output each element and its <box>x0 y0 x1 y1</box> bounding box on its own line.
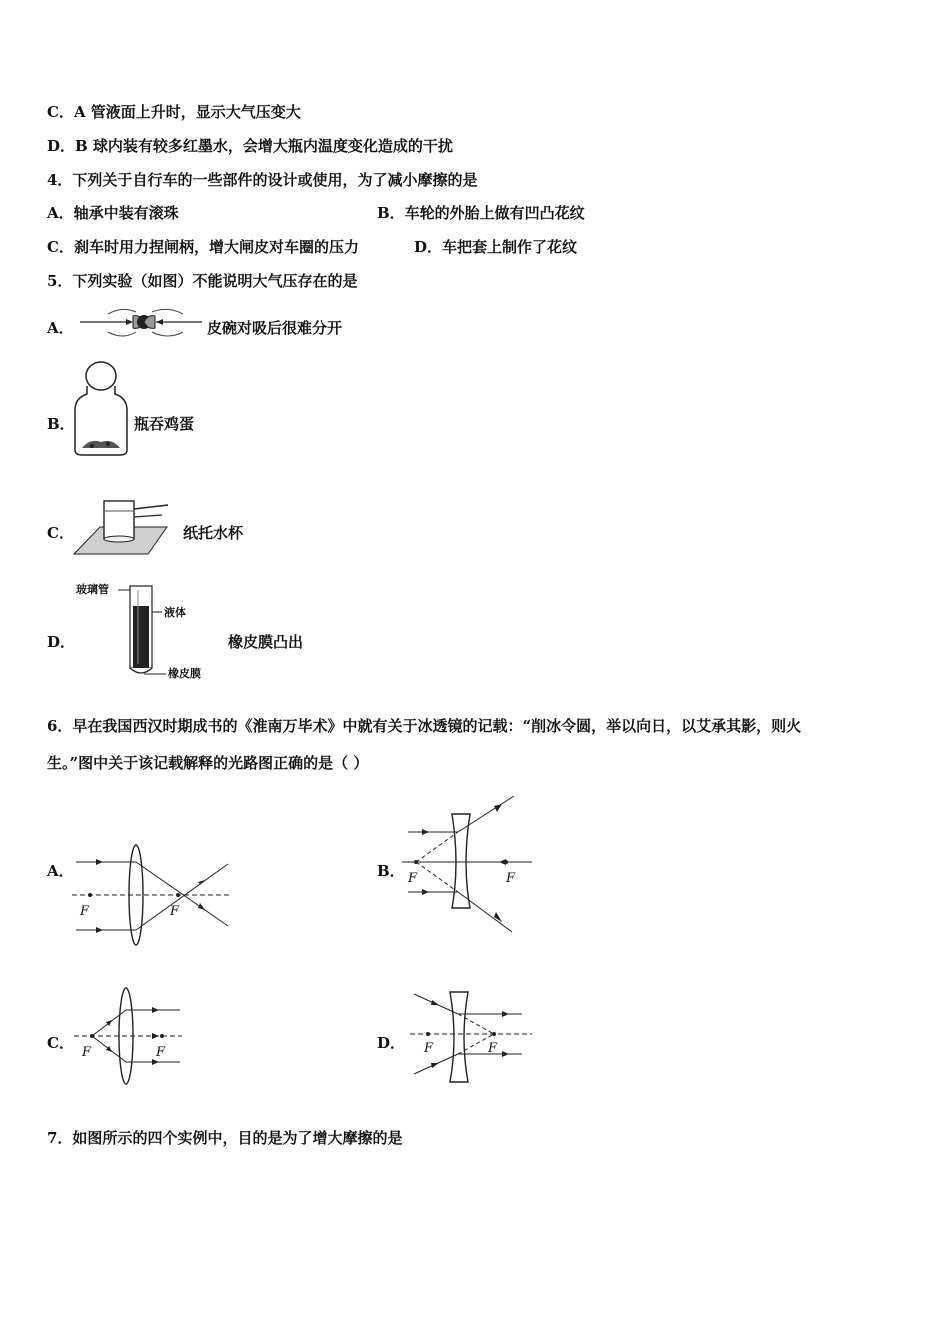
focus-label-left: F <box>82 1045 92 1060</box>
q5-option-a-text: 皮碗对吸后很难分开 <box>207 319 343 337</box>
focus-label-right: F <box>156 1045 166 1060</box>
q6-option-a-label: A． <box>47 862 74 880</box>
q5-option-c-label: C． <box>47 524 74 542</box>
q6-stem-line1: 6．早在我国西汉时期成书的《淮南万毕术》中就有关于冰透镜的记载：“削冰令圆，举以向日，以艾承其影，则火 <box>47 717 802 735</box>
q6-option-d-label: D． <box>377 1034 406 1052</box>
q5-option-b-text: 瓶吞鸡蛋 <box>134 415 195 433</box>
suction-cups-figure <box>78 302 208 344</box>
concave-lens-diverging-diagram <box>402 792 534 936</box>
q5-option-b-label: B． <box>47 415 75 433</box>
q4-option-b: B．车轮的外胎上做有凹凸花纹 <box>377 204 585 222</box>
concave-lens-converging-diagram <box>410 986 534 1090</box>
q5-stem: 5．下列实验（如图）不能说明大气压存在的是 <box>47 272 358 290</box>
q5-option-d-label: D． <box>47 633 76 651</box>
q6-stem-line2: 生。”图中关于该记载解释的光路图正确的是（ ） <box>47 754 369 772</box>
q4-option-d: D．车把套上制作了花纹 <box>414 238 578 256</box>
paper-cup-figure <box>70 497 170 557</box>
q4-option-a: A．轴承中装有滚珠 <box>47 204 179 222</box>
q6-option-c-label: C． <box>47 1034 74 1052</box>
bottle-egg-figure <box>70 358 132 458</box>
q3-option-c: C．A 管液面上升时，显示大气压变大 <box>47 103 301 121</box>
focus-label-left: F <box>408 871 418 886</box>
convex-lens-converging-diagram <box>72 840 234 950</box>
q4-option-c: C．刹车时用力捏闸柄，增大闸皮对车圈的压力 <box>47 238 359 256</box>
q3-option-d: D．B 球内装有较多红墨水，会增大瓶内温度变化造成的干扰 <box>47 137 453 155</box>
focus-label-right: F <box>488 1041 498 1056</box>
q5-option-d-text: 橡皮膜凸出 <box>228 633 304 651</box>
q7-stem: 7．如图所示的四个实例中，目的是为了增大摩擦的是 <box>47 1129 403 1147</box>
convex-lens-focus-parallel-diagram <box>72 986 184 1090</box>
focus-label-right: F <box>506 871 516 886</box>
membrane-tube-figure <box>74 578 222 682</box>
q5-option-a-label: A． <box>47 319 74 337</box>
q6-option-b-label: B． <box>377 862 405 880</box>
q4-stem: 4．下列关于自行车的一些部件的设计或使用，为了减小摩擦的是 <box>47 171 478 189</box>
glass-tube-label: 玻璃管 <box>76 583 109 596</box>
focus-label-left: F <box>80 904 90 919</box>
q5-option-c-text: 纸托水杯 <box>183 524 244 542</box>
liquid-label: 液体 <box>164 606 186 619</box>
focus-label-left: F <box>424 1041 434 1056</box>
membrane-label: 橡皮膜 <box>168 667 201 680</box>
focus-label-right: F <box>170 904 180 919</box>
